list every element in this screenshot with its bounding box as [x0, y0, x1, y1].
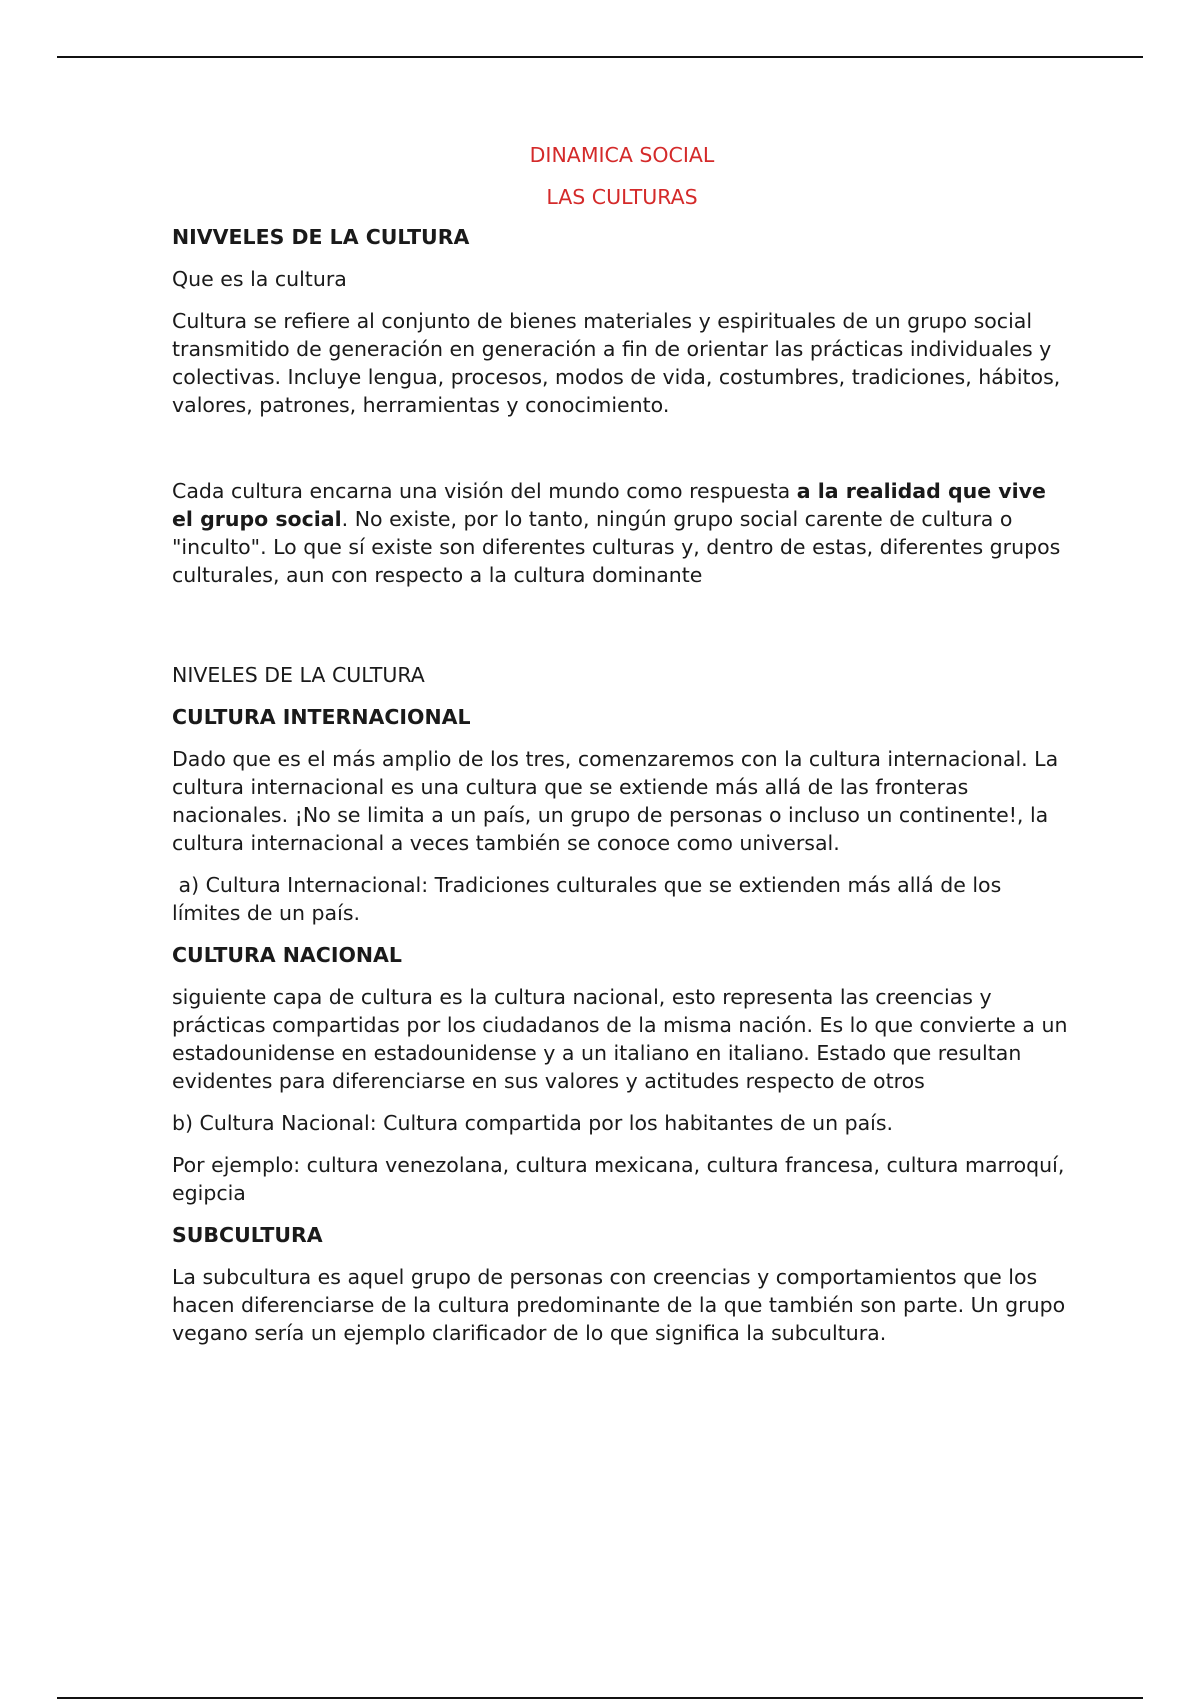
section-heading-nacional: CULTURA NACIONAL	[172, 943, 402, 967]
paragraph-vision	[172, 477, 1072, 589]
paragraph-vision-end: . No existe, por lo tanto, ningún grupo social carente de cultura o "inculto". Lo que sí existe son diferentes culturas y, dentro de estas, diferentes grupos culturales, aun con respecto a la cultura dominante	[172, 507, 1061, 587]
blank-line	[172, 433, 1072, 477]
niveles-label: NIVELES DE LA CULTURA	[172, 663, 425, 687]
paragraph-vision-start: Cada cultura encarna una visión del mundo como respuesta	[172, 479, 797, 503]
document-subtitle: LAS CULTURAS	[546, 185, 698, 209]
section-heading-subcultura: SUBCULTURA	[172, 1223, 323, 1247]
paragraph-nacional-definition: b) Cultura Nacional: Cultura compartida por los habitantes de un país.	[172, 1111, 894, 1135]
header-rule	[57, 56, 1143, 58]
paragraph-internacional: Dado que es el más amplio de los tres, comenzaremos con la cultura internacional. La cultura internacional es una cultura que se extiende más allá de las fronteras nacionales. ¡No se limita a un país, un grupo de personas o incluso un continente!, la cultura internacional a veces también se conoce como universal.	[172, 747, 1059, 855]
document-title: DINAMICA SOCIAL	[529, 143, 715, 167]
paragraph-nacional-example: Por ejemplo: cultura venezolana, cultura mexicana, cultura francesa, cultura marroquí, egipcia	[172, 1153, 1065, 1205]
blank-line	[172, 603, 1072, 661]
paragraph-subcultura: La subcultura es aquel grupo de personas con creencias y comportamientos que los hacen diferenciarse de la cultura predominante de la que también son parte. Un grupo vegano sería un ejemplo clarificador de lo que significa la subcultura.	[172, 1265, 1066, 1345]
section-heading-niveles: NIVVELES DE LA CULTURA	[172, 225, 470, 249]
paragraph-vision-bold: a la realidad que vive el grupo social	[172, 479, 1046, 531]
question-text: Que es la cultura	[172, 267, 347, 291]
paragraph-internacional-definition: a) Cultura Internacional: Tradiciones culturales que se extienden más allá de los límites de un país.	[172, 873, 1008, 925]
section-heading-internacional: CULTURA INTERNACIONAL	[172, 705, 471, 729]
footer-rule	[57, 1697, 1143, 1699]
paragraph-nacional: siguiente capa de cultura es la cultura nacional, esto representa las creencias y prácticas compartidas por los ciudadanos de la misma nación. Es lo que convierte a un estadounidense en estadounidense y a un italiano en italiano. Estado que resultan evidentes para diferenciarse en sus valores y actitudes respecto de otros	[172, 985, 1068, 1093]
paragraph-definition: Cultura se refiere al conjunto de bienes materiales y espirituales de un grupo social transmitido de generación en generación a fin de orientar las prácticas individuales y colectivas. Incluye lengua, procesos, modos de vida, costumbres, tradiciones, hábitos, valores, patrones, herramientas y conocimiento.	[172, 309, 1061, 417]
document-page	[172, 141, 1072, 1361]
